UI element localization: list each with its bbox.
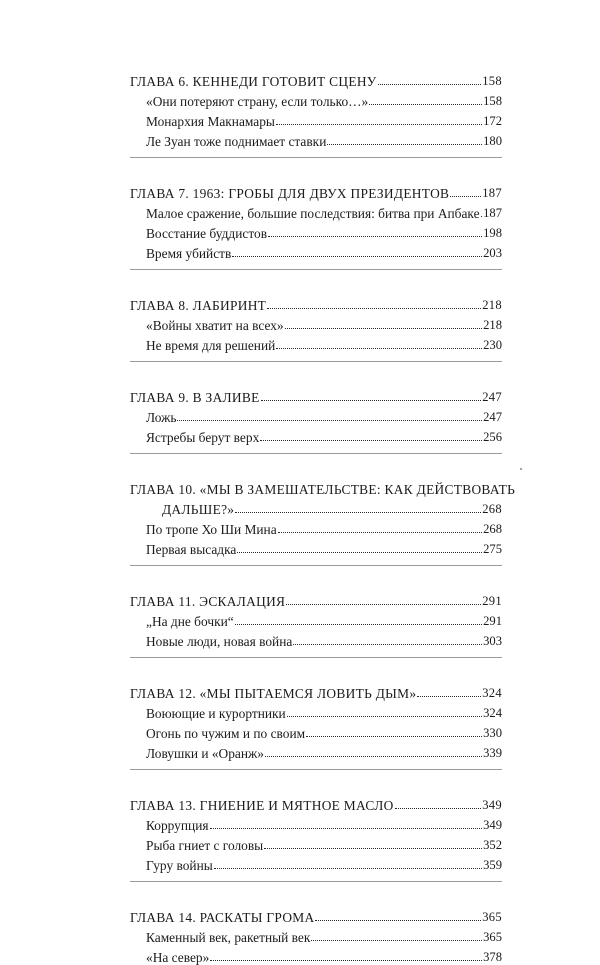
section-entry[interactable] <box>130 536 502 556</box>
section-page-number: 172 <box>483 114 502 129</box>
chapter-page-number: 218 <box>482 298 502 313</box>
section-page-number: 247 <box>483 410 502 425</box>
dot-leader <box>481 215 483 217</box>
toc-chapter <box>130 384 502 444</box>
chapter-heading[interactable] <box>130 384 502 404</box>
chapter-title: ГЛАВА 9. В ЗАЛИВЕ <box>130 389 260 405</box>
dot-leader <box>327 143 482 145</box>
section-page-number: 218 <box>483 318 502 333</box>
section-entry[interactable] <box>130 852 502 872</box>
section-title: Коррупция <box>146 817 209 833</box>
dot-leader <box>276 347 482 349</box>
section-title: Гуру войны <box>146 857 213 873</box>
section-page-number: 359 <box>483 858 502 873</box>
dot-leader <box>311 939 482 941</box>
section-title: Монархия Макнамары <box>146 113 275 129</box>
dot-leader <box>285 327 482 329</box>
section-entry[interactable] <box>130 628 502 648</box>
section-entry[interactable] <box>130 516 502 536</box>
chapter-heading[interactable] <box>130 588 502 608</box>
section-title: Рыба гниет с головы <box>146 837 264 853</box>
section-entry[interactable] <box>130 404 502 424</box>
dot-leader <box>268 235 482 237</box>
chapter-divider <box>130 565 502 566</box>
dot-leader <box>293 643 482 645</box>
table-of-contents <box>130 68 516 965</box>
dot-leader <box>315 919 481 921</box>
section-page-number: 158 <box>483 94 502 109</box>
section-page-number: 378 <box>483 950 502 965</box>
chapter-page-number: 268 <box>482 502 502 517</box>
dot-leader <box>235 623 482 625</box>
chapter-title: ГЛАВА 10. «МЫ В ЗАМЕШАТЕЛЬСТВЕ: КАК ДЕЙСТВОВАТЬ <box>130 481 516 497</box>
section-title: По тропе Хо Ши Мина <box>146 521 277 537</box>
dot-leader <box>235 511 481 513</box>
dot-leader <box>278 531 482 533</box>
dot-leader <box>287 715 482 717</box>
section-entry[interactable] <box>130 108 502 128</box>
chapter-divider <box>130 453 502 454</box>
chapter-page-number: 247 <box>482 390 502 405</box>
chapter-page-number: 187 <box>482 186 502 201</box>
section-entry[interactable] <box>130 740 502 760</box>
dot-leader <box>260 439 482 441</box>
section-page-number: 268 <box>483 522 502 537</box>
toc-chapter <box>130 588 502 648</box>
section-entry[interactable] <box>130 200 502 220</box>
chapter-page-number: 158 <box>482 74 502 89</box>
chapter-title-continuation: ДАЛЬШЕ?» <box>162 501 235 517</box>
chapter-heading[interactable] <box>130 180 502 200</box>
section-entry[interactable] <box>130 924 502 944</box>
section-entry[interactable] <box>130 312 502 332</box>
section-title: Восстание буддистов <box>146 225 268 241</box>
chapter-title: ГЛАВА 13. ГНИЕНИЕ И МЯТНОЕ МАСЛО <box>130 797 394 813</box>
dot-leader <box>267 307 481 309</box>
dot-leader <box>265 755 482 757</box>
chapter-title: ГЛАВА 11. ЭСКАЛАЦИЯ <box>130 593 286 609</box>
section-entry[interactable] <box>130 220 502 240</box>
section-title: Ложь <box>146 409 177 425</box>
chapter-divider <box>130 657 502 658</box>
section-entry[interactable] <box>130 332 502 352</box>
chapter-heading[interactable] <box>130 904 502 924</box>
toc-chapter <box>130 476 516 557</box>
chapter-page-number: 324 <box>482 686 502 701</box>
section-title: Не время для решений <box>146 337 276 353</box>
chapter-heading[interactable] <box>130 476 516 497</box>
section-page-number: 275 <box>483 542 502 557</box>
chapter-title: ГЛАВА 8. ЛАБИРИНТ <box>130 297 267 313</box>
toc-chapter <box>130 680 502 760</box>
section-entry[interactable] <box>130 812 502 832</box>
section-title: Ястребы берут верх <box>146 429 260 445</box>
section-entry[interactable] <box>130 832 502 852</box>
dot-leader <box>232 255 482 257</box>
chapter-divider <box>130 361 502 362</box>
toc-chapter <box>130 904 502 964</box>
toc-chapter <box>130 180 502 260</box>
dot-leader <box>450 195 481 197</box>
dot-leader <box>261 399 482 401</box>
chapter-page-number: 365 <box>482 910 502 925</box>
section-page-number: 349 <box>483 818 502 833</box>
chapter-title: ГЛАВА 14. РАСКАТЫ ГРОМА <box>130 909 315 925</box>
section-entry[interactable] <box>130 944 502 964</box>
section-title: Малое сражение, большие последствия: битва при Апбаке <box>146 205 480 221</box>
dot-leader <box>210 827 483 829</box>
dot-leader <box>378 83 482 85</box>
section-entry[interactable] <box>130 700 502 720</box>
section-page-number: 339 <box>483 746 502 761</box>
section-title: Каменный век, ракетный век <box>146 929 311 945</box>
section-title: «На север» <box>146 949 210 965</box>
chapter-title: ГЛАВА 7. 1963: ГРОБЫ ДЛЯ ДВУХ ПРЕЗИДЕНТОВ <box>130 185 450 201</box>
toc-chapter <box>130 68 502 148</box>
section-page-number: 303 <box>483 634 502 649</box>
section-page-number: 203 <box>483 246 502 261</box>
dot-leader <box>177 419 482 421</box>
section-entry[interactable] <box>130 720 502 740</box>
section-title: «Они потеряют страну, если только…» <box>146 93 369 109</box>
section-title: Ловушки и «Оранж» <box>146 745 264 761</box>
section-page-number: 330 <box>483 726 502 741</box>
section-page-number: 187 <box>483 206 502 221</box>
chapter-heading[interactable] <box>130 792 502 812</box>
chapter-heading[interactable] <box>130 680 502 700</box>
chapter-divider <box>130 157 502 158</box>
section-entry[interactable] <box>130 424 502 444</box>
dot-leader <box>276 123 482 125</box>
section-title: „На дне бочки“ <box>146 613 234 629</box>
dot-leader <box>210 959 482 961</box>
section-entry[interactable] <box>130 608 502 628</box>
section-page-number: 365 <box>483 930 502 945</box>
toc-chapter <box>130 292 502 352</box>
section-page-number: 352 <box>483 838 502 853</box>
dot-leader <box>237 551 482 553</box>
dot-leader <box>417 695 481 697</box>
dot-leader <box>369 103 482 105</box>
section-page-number: 180 <box>483 134 502 149</box>
section-page-number: 198 <box>483 226 502 241</box>
chapter-title: ГЛАВА 12. «МЫ ПЫТАЕМСЯ ЛОВИТЬ ДЫМ» <box>130 685 417 701</box>
section-title: Огонь по чужим и по своим <box>146 725 306 741</box>
chapter-divider <box>130 881 502 882</box>
chapter-heading[interactable] <box>130 68 502 88</box>
section-entry[interactable] <box>130 88 502 108</box>
section-title: Время убийств <box>146 245 232 261</box>
section-title: Первая высадка <box>146 541 237 557</box>
chapter-divider <box>130 769 502 770</box>
section-page-number: 291 <box>483 614 502 629</box>
section-entry[interactable] <box>130 128 502 148</box>
chapter-heading-continuation[interactable] <box>130 496 502 516</box>
section-title: Новые люди, новая война <box>146 633 293 649</box>
toc-chapter <box>130 792 502 872</box>
page-speck <box>520 468 522 470</box>
chapter-divider <box>130 269 502 270</box>
section-entry[interactable] <box>130 240 502 260</box>
dot-leader <box>214 867 482 869</box>
chapter-title: ГЛАВА 6. КЕННЕДИ ГОТОВИТ СЦЕНУ <box>130 73 377 89</box>
chapter-page-number: 291 <box>482 594 502 609</box>
section-title: Ле Зуан тоже поднимает ставки <box>146 133 327 149</box>
dot-leader <box>286 603 481 605</box>
section-title: Воюющие и курортники <box>146 705 286 721</box>
section-page-number: 324 <box>483 706 502 721</box>
dot-leader <box>264 847 482 849</box>
dot-leader <box>395 807 482 809</box>
section-page-number: 230 <box>483 338 502 353</box>
section-page-number: 256 <box>483 430 502 445</box>
dot-leader <box>306 735 482 737</box>
chapter-page-number: 349 <box>482 798 502 813</box>
chapter-heading[interactable] <box>130 292 502 312</box>
section-title: «Войны хватит на всех» <box>146 317 284 333</box>
